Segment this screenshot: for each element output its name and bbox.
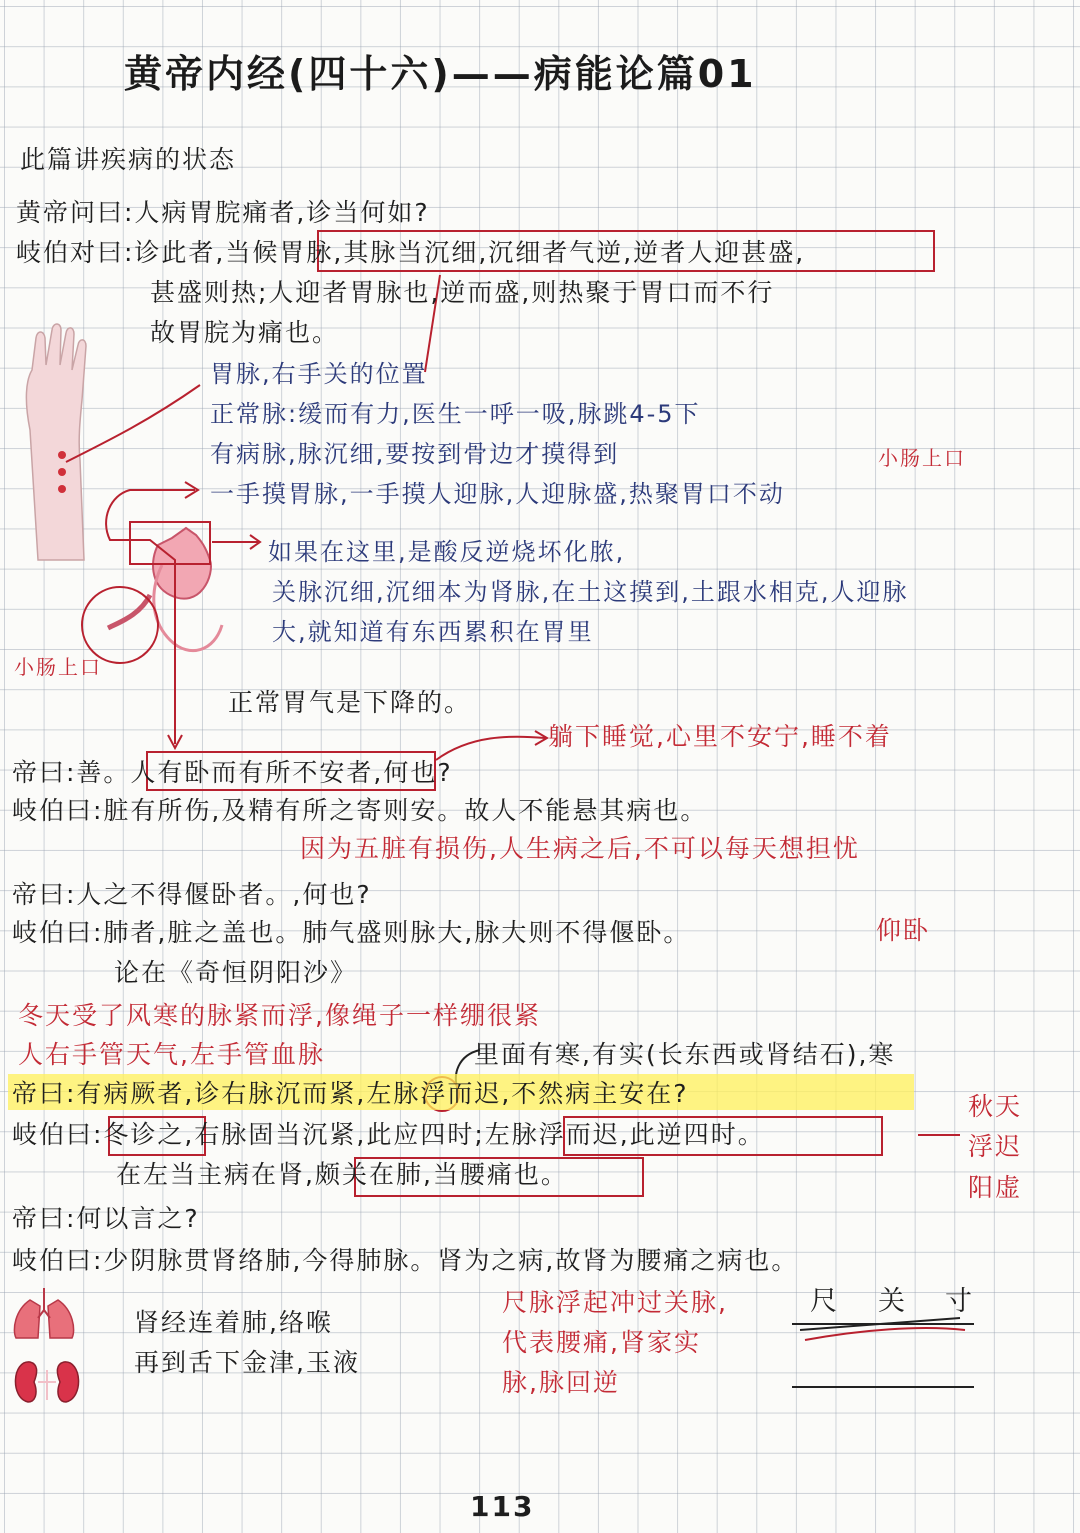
bottom-note-1: 肾经连着肺,络喉 — [134, 1308, 333, 1337]
note1-line-2: 正常脉:缓而有力,医生一呼一吸,脉跳4-5下 — [210, 400, 701, 428]
q3-ans: 岐伯曰:肺者,脏之盖也。肺气盛则脉大,脉大则不得偃卧。 — [12, 918, 691, 947]
q4-ans-1: 岐伯曰:冬诊之,右脉固当沉紧,此应四时;左脉浮而迟,此逆四时。 — [12, 1120, 765, 1149]
red-note-2: 人右手管天气,左手管血脉 — [18, 1040, 325, 1069]
note2-line-1: 如果在这里,是酸反逆烧坏化脓, — [268, 538, 626, 566]
q3-side-note: 仰卧 — [876, 916, 931, 945]
note1-line-3: 有病脉,脉沉细,要按到骨边才摸得到 — [210, 440, 620, 468]
pulse-rule-bottom — [792, 1386, 974, 1388]
pulse-rule-top — [792, 1323, 974, 1325]
q1-ask: 黄帝问曰:人病胃脘痛者,诊当何如? — [16, 198, 430, 227]
page-title: 黄帝内经(四十六)——病能论篇01 — [124, 52, 757, 96]
stomach-qi-note: 正常胃气是下降的。 — [228, 688, 472, 717]
q3-ask: 帝曰:人之不得偃卧者。,何也? — [12, 880, 372, 909]
bottom-note-2: 再到舌下金津,玉液 — [134, 1348, 360, 1377]
pulse-label-cun: 寸 — [945, 1286, 974, 1317]
q2-ask: 帝曰:善。人有卧而有所不安者,何也? — [12, 758, 453, 787]
q2-note: 因为五脏有损伤,人生病之后,不可以每天想担忧 — [300, 834, 860, 863]
q4-top-note: 里面有寒,有实(长东西或肾结石),寒 — [474, 1040, 896, 1069]
q5-ask: 帝曰:何以言之? — [12, 1204, 200, 1233]
q2-ans: 岐伯曰:脏有所伤,及精有所之寄则安。故人不能悬其病也。 — [12, 796, 708, 825]
note2-line-3: 大,就知道有东西累积在胃里 — [272, 618, 594, 646]
small-intestine-label-left: 小肠上口 — [14, 655, 102, 679]
kidneys-icon — [15, 1362, 78, 1402]
q4-side-2: 浮迟 — [968, 1132, 1023, 1161]
intro-line: 此篇讲疾病的状态 — [20, 145, 237, 174]
q1-ans-3: 故胃脘为痛也。 — [150, 318, 340, 347]
red-note-1: 冬天受了风寒的脉紧而浮,像绳子一样绷很紧 — [18, 1001, 541, 1030]
small-intestine-label-right: 小肠上口 — [878, 446, 966, 470]
q4-side-3: 阳虚 — [968, 1173, 1023, 1202]
hand-illustration — [26, 324, 86, 560]
pulse-label-chi: 尺 — [810, 1286, 839, 1317]
q1-ans-2: 甚盛则热;人迎者胃脉也,逆而盛,则热聚于胃口而不行 — [150, 278, 775, 307]
q1-ans-1: 岐伯对曰:诊此者,当候胃脉,其脉当沉细,沉细者气逆,逆者人迎甚盛, — [16, 238, 806, 267]
stomach-illustration — [108, 528, 222, 651]
note1-line-4: 一手摸胃脉,一手摸人迎脉,人迎脉盛,热聚胃口不动 — [210, 480, 785, 508]
lungs-icon — [14, 1288, 73, 1338]
q3-reference: 论在《奇恒阴阳沙》 — [114, 958, 358, 987]
red-bottom-note-1: 尺脉浮起冲过关脉, — [502, 1288, 728, 1317]
q4-ans-2: 在左当主病在肾,颇关在肺,当腰痛也。 — [116, 1160, 568, 1189]
q4-side-1: 秋天 — [968, 1092, 1023, 1121]
note1-line-1: 胃脉,右手关的位置 — [210, 360, 428, 388]
red-bottom-note-2: 代表腰痛,肾家实 — [502, 1328, 701, 1357]
pulse-label-guan: 关 — [878, 1286, 907, 1317]
q2-arrow-note: 躺下睡觉,心里不安宁,睡不着 — [548, 722, 892, 751]
page-number: 113 — [470, 1490, 535, 1523]
q5-ans: 岐伯曰:少阴脉贯肾络肺,今得肺脉。肾为之病,故肾为腰痛之病也。 — [12, 1246, 799, 1275]
note2-line-2: 关脉沉细,沉细本为肾脉,在土这摸到,土跟水相克,人迎脉 — [272, 578, 909, 606]
red-bottom-note-3: 脉,脉回逆 — [502, 1368, 620, 1397]
q4-ask: 帝曰:有病厥者,诊右脉沉而紧,左脉浮而迟,不然病主安在? — [12, 1079, 689, 1108]
